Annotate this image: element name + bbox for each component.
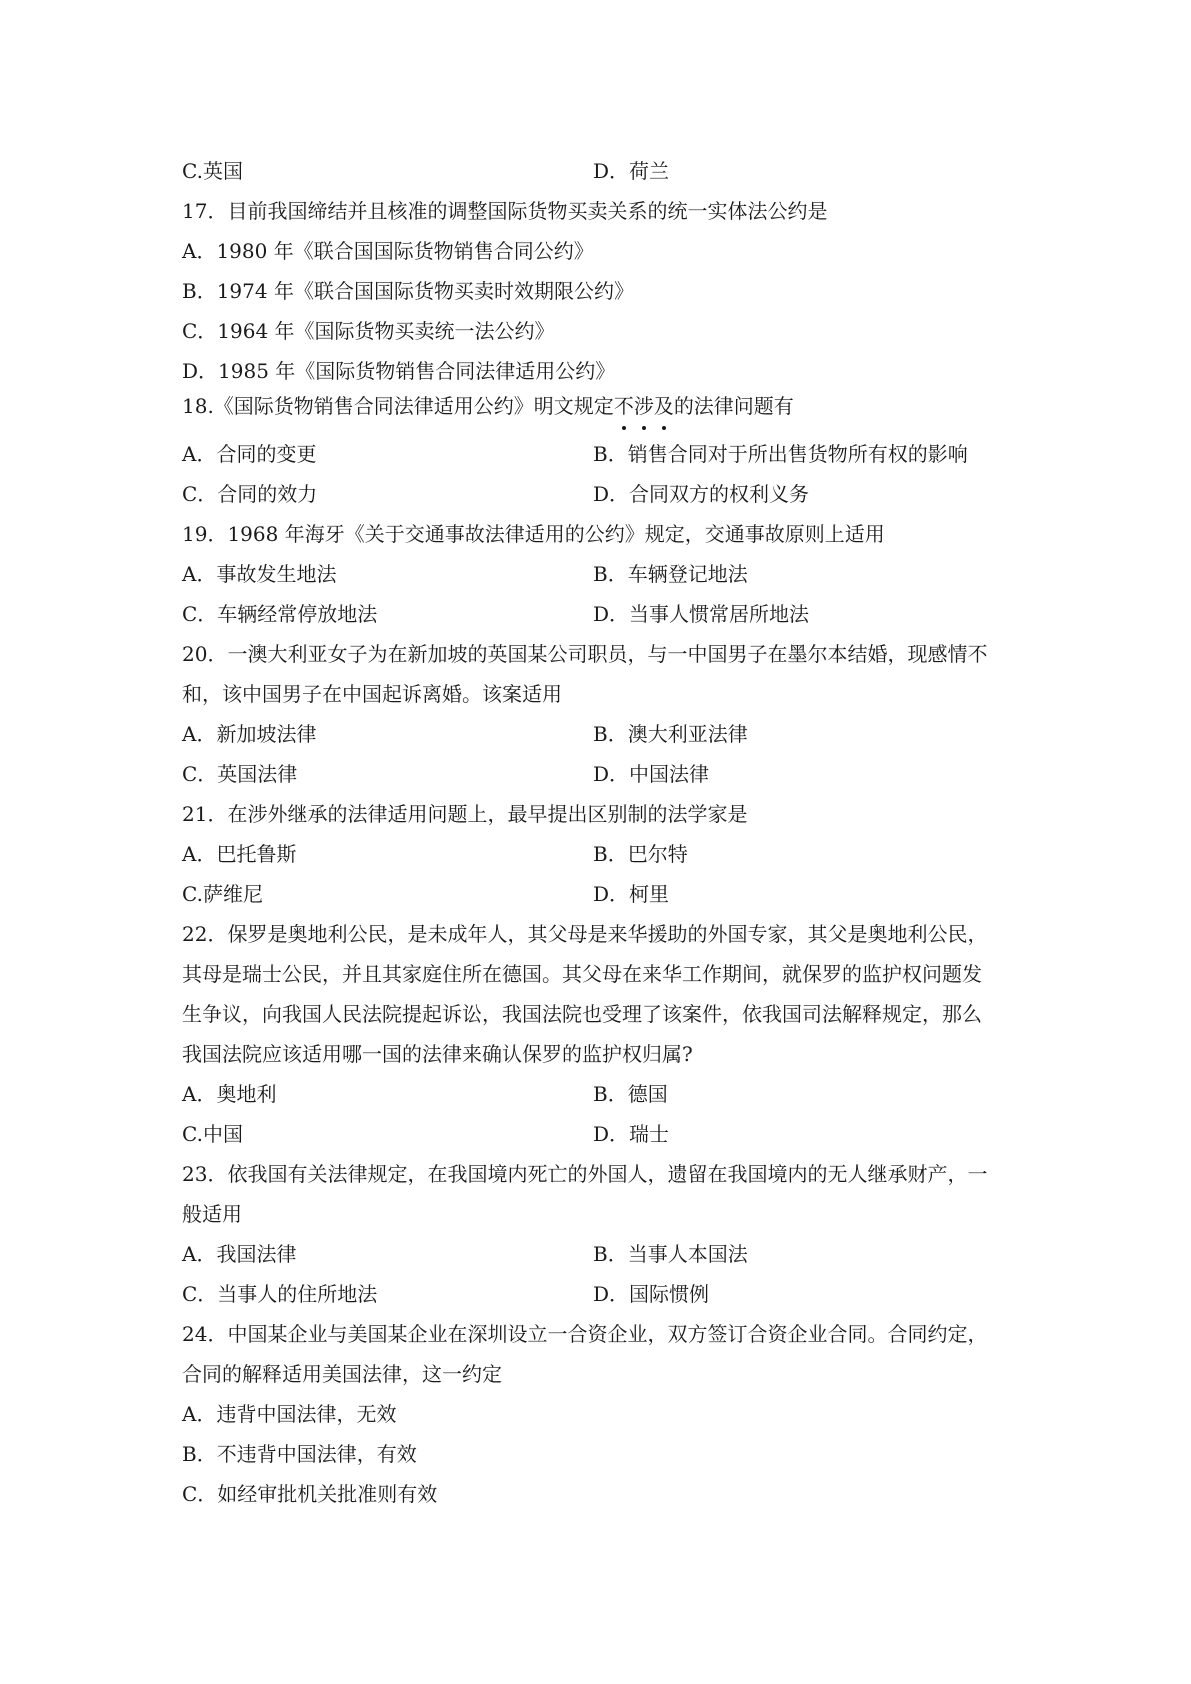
q17-option-b: B．1974 年《联合国国际货物买卖时效期限公约》 <box>182 279 634 303</box>
q22-stem-line-1: 22．保罗是奥地利公民，是未成年人，其父母是来华援助的外国专家，其父是奥地利公民， <box>182 922 988 946</box>
q20-option-c: C．英国法律 <box>182 762 298 786</box>
q22-option-d: D．瑞士 <box>593 1122 670 1146</box>
q21-stem: 21．在涉外继承的法律适用问题上，最早提出区别制的法学家是 <box>182 802 748 826</box>
q17-option-a: A．1980 年《联合国国际货物销售合同公约》 <box>182 239 594 263</box>
q18-stem <box>182 386 1022 426</box>
q17-option-d: D．1985 年《国际货物销售合同法律适用公约》 <box>182 359 616 383</box>
q24-option-c: C．如经审批机关批准则有效 <box>182 1482 438 1506</box>
q18-option-c: C．合同的效力 <box>182 482 318 506</box>
q23-option-b: B．当事人本国法 <box>593 1242 748 1266</box>
q22-stem-line-3: 生争议，向我国人民法院提起诉讼，我国法院也受理了该案件，依我国司法解释规定，那么 <box>182 1002 982 1026</box>
q23-option-c: C．当事人的住所地法 <box>182 1282 378 1306</box>
q21-option-c: C.萨维尼 <box>182 882 263 906</box>
q22-stem-line-4: 我国法院应该适用哪一国的法律来确认保罗的监护权归属? <box>182 1042 693 1066</box>
q19-option-d: D．当事人惯常居所地法 <box>593 602 810 626</box>
q19-stem: 19．1968 年海牙《关于交通事故法律适用的公约》规定，交通事故原则上适用 <box>182 522 885 546</box>
q23-option-a: A．我国法律 <box>182 1242 297 1266</box>
q19-option-b: B．车辆登记地法 <box>593 562 748 586</box>
q24-option-a: A．违背中国法律，无效 <box>182 1402 397 1426</box>
q18-option-b: B．销售合同对于所出售货物所有权的影响 <box>593 442 968 466</box>
q22-stem-line-2: 其母是瑞士公民，并且其家庭住所在德国。其父母在来华工作期间，就保罗的监护权问题发 <box>182 962 982 986</box>
q20-option-a: A．新加坡法律 <box>182 722 317 746</box>
q18-stem-emphasis-3: 及 <box>654 386 674 426</box>
q17-stem: 17．目前我国缔结并且核准的调整国际货物买卖关系的统一实体法公约是 <box>182 199 828 223</box>
q20-option-d: D．中国法律 <box>593 762 710 786</box>
q23-option-d: D．国际惯例 <box>593 1282 710 1306</box>
q21-option-a: A．巴托鲁斯 <box>182 842 297 866</box>
q24-option-b: B．不违背中国法律，有效 <box>182 1442 417 1466</box>
q18-option-d: D．合同双方的权利义务 <box>593 482 810 506</box>
q21-option-b: B．巴尔特 <box>593 842 688 866</box>
q16-option-d: D．荷兰 <box>593 159 670 183</box>
q24-stem-line-1: 24．中国某企业与美国某企业在深圳设立一合资企业，双方签订合资企业合同。合同约定， <box>182 1322 988 1346</box>
q20-option-b: B．澳大利亚法律 <box>593 722 748 746</box>
q18-stem-emphasis-2: 涉 <box>634 386 654 426</box>
q23-stem-line-1: 23．依我国有关法律规定，在我国境内死亡的外国人，遗留在我国境内的无人继承财产，一 <box>182 1162 988 1186</box>
q18-stem-after: 的法律问题有 <box>673 394 794 418</box>
q20-stem-line-1: 20．一澳大利亚女子为在新加坡的英国某公司职员，与一中国男子在墨尔本结婚，现感情不 <box>182 642 988 666</box>
q23-stem-line-2: 般适用 <box>182 1202 242 1226</box>
q21-option-d: D．柯里 <box>593 882 670 906</box>
q18-option-a: A．合同的变更 <box>182 442 317 466</box>
q19-option-a: A．事故发生地法 <box>182 562 337 586</box>
q22-option-b: B．德国 <box>593 1082 668 1106</box>
q18-stem-before: 18.《国际货物销售合同法律适用公约》明文规定 <box>182 394 614 418</box>
q20-stem-line-2: 和，该中国男子在中国起诉离婚。该案适用 <box>182 682 562 706</box>
q24-stem-line-2: 合同的解释适用美国法律，这一约定 <box>182 1362 502 1386</box>
q17-option-c: C．1964 年《国际货物买卖统一法公约》 <box>182 319 555 343</box>
q19-option-c: C．车辆经常停放地法 <box>182 602 378 626</box>
q18-stem-emphasis-1: 不 <box>614 386 634 426</box>
q16-option-c: C.英国 <box>182 159 243 183</box>
q22-option-a: A．奥地利 <box>182 1082 277 1106</box>
q22-option-c: C.中国 <box>182 1122 243 1146</box>
